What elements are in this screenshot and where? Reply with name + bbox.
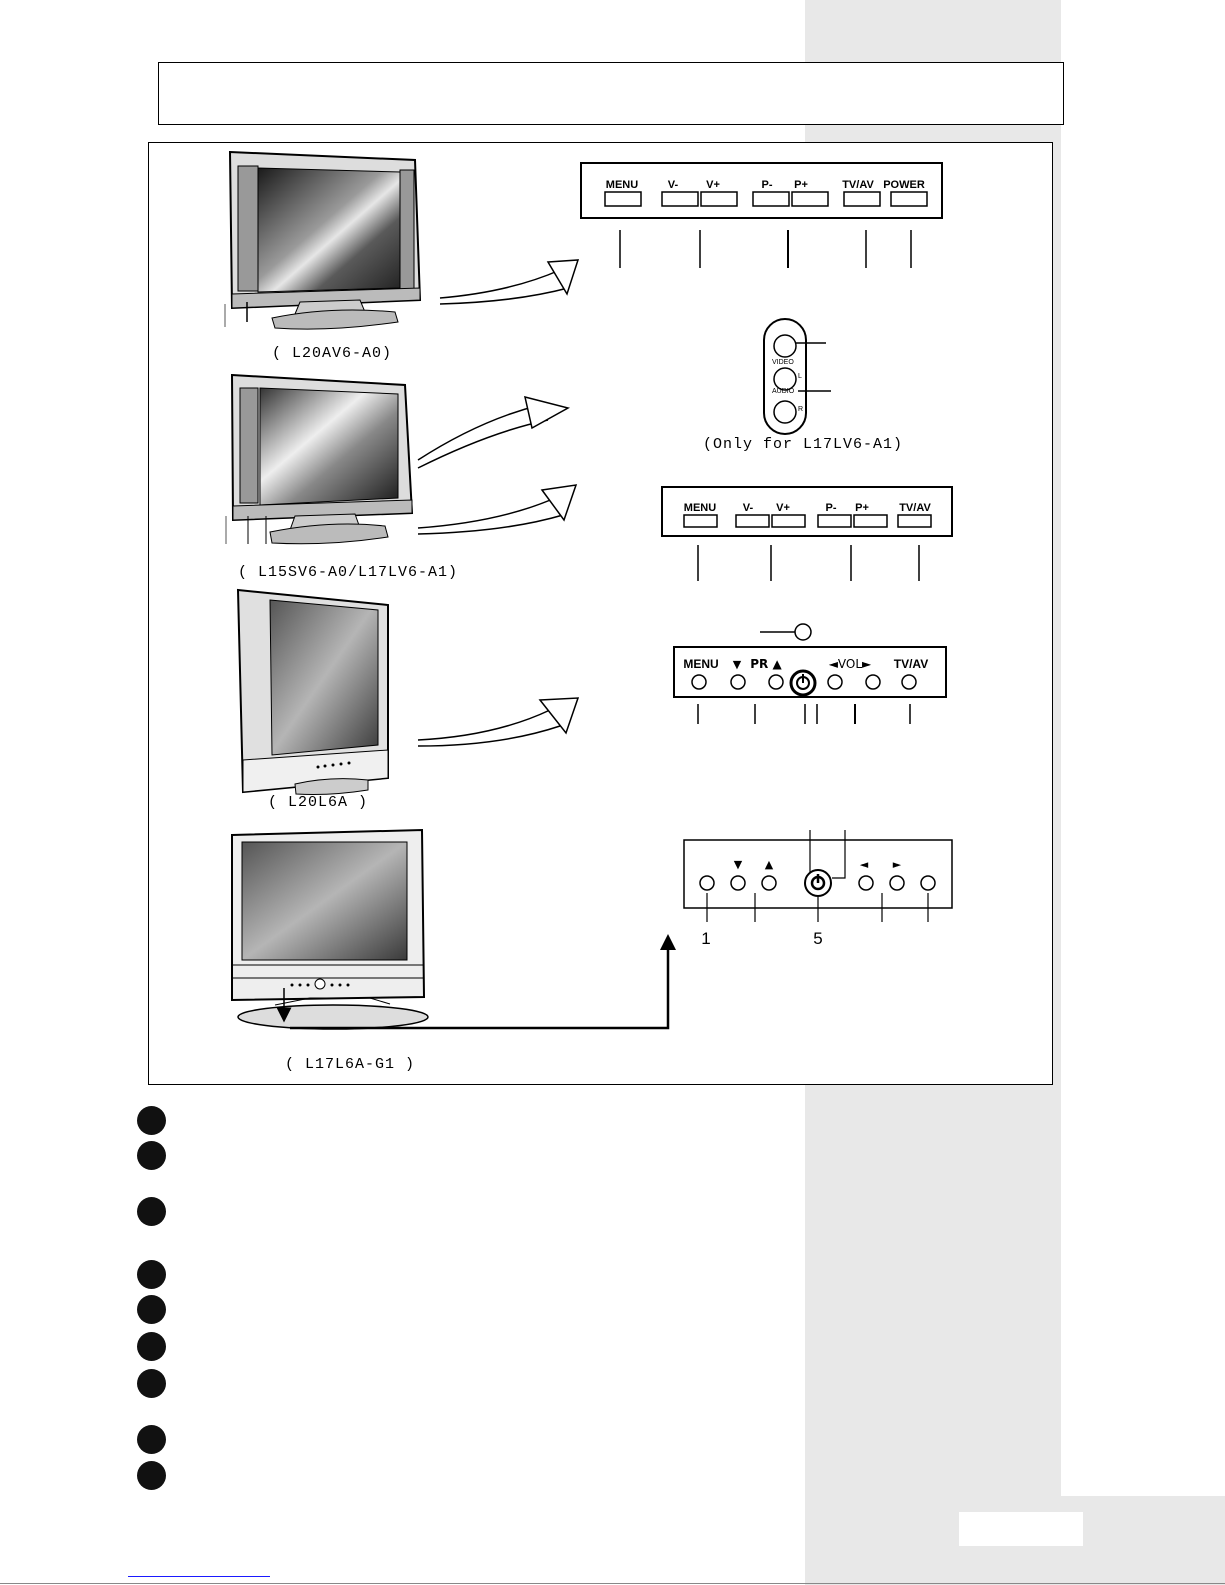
control-panel-2 bbox=[662, 487, 952, 581]
power-icon bbox=[805, 870, 831, 896]
l-label: L bbox=[798, 373, 802, 380]
av-note: (Only for L17LV6-A1) bbox=[703, 436, 904, 453]
bullet-icon bbox=[137, 1425, 166, 1454]
panel1-p-plus-label: P+ bbox=[794, 179, 808, 191]
panel4-left-symbol: ◄ bbox=[859, 858, 869, 871]
model-label-l15sv6: ( L15SV6-A0/L17LV6-A1) bbox=[238, 564, 459, 581]
audio-label: AUDIO bbox=[772, 388, 795, 395]
panel3-vol-down-button bbox=[828, 675, 842, 689]
r-label: R bbox=[798, 406, 804, 413]
panel1-p-minus-label: P- bbox=[761, 179, 773, 191]
panel1-v-minus-button bbox=[662, 192, 698, 206]
panel2-p-plus-button bbox=[854, 515, 887, 527]
callout-number-5: 5 bbox=[813, 929, 823, 948]
panel2-tvav-label: TV/AV bbox=[899, 502, 931, 514]
panel3-indicator-led bbox=[795, 624, 811, 640]
panel2-tvav-button bbox=[898, 515, 931, 527]
video-jack bbox=[774, 335, 796, 357]
panel1-tvav-label: TV/AV bbox=[842, 179, 874, 191]
bullet-icon bbox=[137, 1332, 166, 1361]
power-icon bbox=[791, 671, 815, 695]
model-label-l17l6a: ( L17L6A-G1 ) bbox=[285, 1056, 416, 1073]
audio-l-jack bbox=[774, 368, 796, 390]
control-panel-3 bbox=[674, 624, 946, 724]
panel4-up-symbol: ▲ bbox=[764, 858, 774, 871]
panel3-tvav-button bbox=[902, 675, 916, 689]
panel4-button-7 bbox=[921, 876, 935, 890]
panel3-menu-button bbox=[692, 675, 706, 689]
panel3-vol-up-button bbox=[866, 675, 880, 689]
video-label: VIDEO bbox=[772, 359, 794, 366]
panel1-v-minus-label: V- bbox=[667, 179, 679, 191]
panel3-pr-up-label: PR ▲ bbox=[750, 657, 782, 671]
panel3-menu-label: MENU bbox=[683, 657, 719, 671]
footer-link-underline[interactable] bbox=[128, 1576, 270, 1577]
panel4-right-symbol: ► bbox=[892, 858, 902, 871]
panel4-right-button bbox=[890, 876, 904, 890]
av-jacks bbox=[764, 319, 831, 434]
panel3-down-button bbox=[731, 675, 745, 689]
control-panel-4 bbox=[684, 830, 952, 948]
panel3-down-label: ▼ bbox=[732, 658, 742, 671]
model-label-l20av6: ( L20AV6-A0) bbox=[272, 345, 393, 362]
bullet-icon bbox=[137, 1461, 166, 1490]
panel1-v-plus-label: V+ bbox=[706, 179, 720, 191]
panel2-p-minus-button bbox=[818, 515, 851, 527]
panel1-menu-button bbox=[605, 192, 641, 206]
tv-l20l6a-illustration bbox=[238, 590, 578, 795]
panel2-p-minus-label: P- bbox=[825, 502, 837, 514]
model-label-l20l6a: ( L20L6A ) bbox=[268, 794, 369, 811]
panel4-down-symbol: ▼ bbox=[733, 858, 743, 871]
callout-number-1: 1 bbox=[701, 929, 711, 948]
panel2-v-plus-label: V+ bbox=[776, 502, 790, 514]
panel2-p-plus-label: P+ bbox=[855, 502, 869, 514]
panel3-tvav-label: TV/AV bbox=[893, 657, 929, 671]
panel1-tvav-button bbox=[844, 192, 880, 206]
panel4-down-button bbox=[731, 876, 745, 890]
panel4-left-button bbox=[859, 876, 873, 890]
panel1-power-button bbox=[891, 192, 927, 206]
panel1-menu-label: MENU bbox=[605, 179, 639, 191]
panel2-menu-button bbox=[684, 515, 717, 527]
tv-l20av6-illustration bbox=[225, 152, 578, 329]
bullet-icon bbox=[137, 1141, 166, 1170]
panel1-v-plus-button bbox=[701, 192, 737, 206]
bullet-icon bbox=[137, 1369, 166, 1398]
panel2-v-plus-button bbox=[772, 515, 805, 527]
panel3-up-button bbox=[769, 675, 783, 689]
bullet-icon bbox=[137, 1260, 166, 1289]
panel1-p-plus-button bbox=[792, 192, 828, 206]
bullet-icon bbox=[137, 1106, 166, 1135]
panel2-v-minus-button bbox=[736, 515, 769, 527]
bullet-icon bbox=[137, 1197, 166, 1226]
tv-l15sv6-illustration bbox=[226, 375, 576, 544]
panel1-p-minus-button bbox=[753, 192, 789, 206]
bottom-rule bbox=[0, 1583, 1225, 1584]
panel3-vol-label: ◄VOL► bbox=[828, 657, 872, 671]
audio-r-jack bbox=[774, 401, 796, 423]
panel2-v-minus-label: V- bbox=[742, 502, 754, 514]
bullet-icon bbox=[137, 1295, 166, 1324]
tv-l17l6a-illustration bbox=[232, 830, 676, 1029]
panel4-button-1 bbox=[700, 876, 714, 890]
panel1-power-label: POWER bbox=[883, 179, 925, 191]
panel4-up-button bbox=[762, 876, 776, 890]
control-panel-1 bbox=[581, 163, 942, 268]
panel2-menu-label: MENU bbox=[683, 502, 717, 514]
